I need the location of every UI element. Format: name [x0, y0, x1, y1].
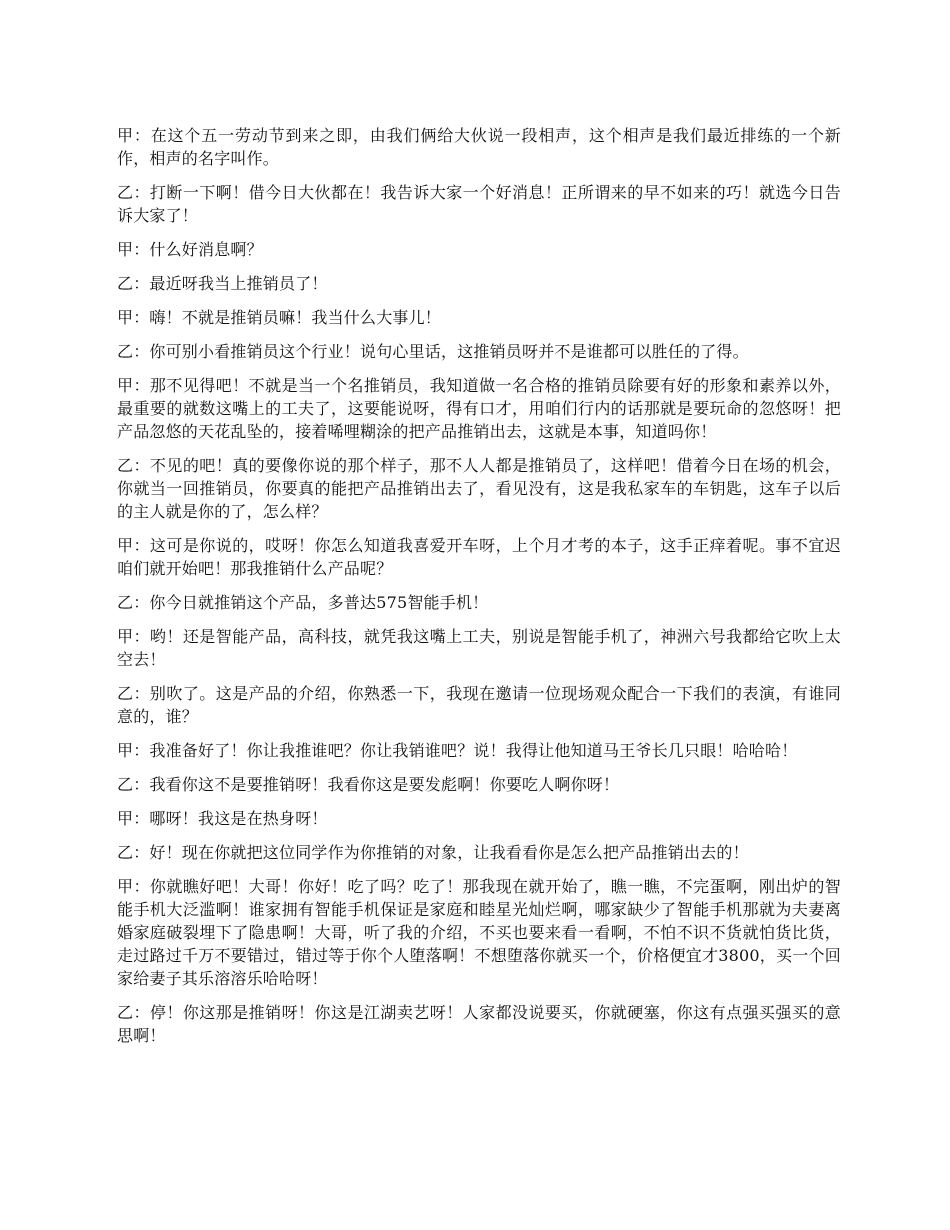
dialogue-paragraph-15: 甲：哪呀！我这是在热身呀！: [117, 809, 328, 828]
dialogue-paragraph-3: 甲：什么好消息啊？: [117, 240, 263, 259]
dialogue-paragraph-14: 乙：我看你这不是要推销呀！我看你这是要发彪啊！你要吃人啊你呀！: [117, 775, 620, 794]
dialogue-paragraph-1: 甲：在这个五一劳动节到来之即，由我们俩给大伙说一段相声，这个相声是我们最近排练的一个新作，相声的名字叫作。: [117, 126, 841, 168]
dialogue-paragraph-17: 甲：你就瞧好吧！大哥！你好！吃了吗？吃了！那我现在就开始了，瞧一瞧，不完蛋啊，刚出炉的智能手机大泛滥啊！谁家拥有智能手机保证是家庭和睦星光灿烂啊，哪家缺少了智能手机那就为夫妻离婚家庭破裂埋下了隐患啊！大哥，听了我的介绍，不买也要来看一看啊，不怕不识不货就怕货比货，走过路过千万不要错过，错过等于你个人堕落啊！不想堕落你就买一个，价格便宜才3800，买一个回家给妻子其乐溶溶乐哈哈呀！: [117, 877, 841, 988]
dialogue-paragraph-9: 甲：这可是你说的，哎呀！你怎么知道我喜爱开车呀，上个月才考的本子，这手正痒着呢。事不宜迟咱们就开始吧！那我推销什么产品呢？: [117, 536, 841, 578]
dialogue-paragraph-11: 甲：哟！还是智能产品，高科技，就凭我这嘴上工夫，别说是智能手机了，神洲六号我都给它吹上太空去！: [117, 627, 841, 669]
dialogue-paragraph-5: 甲：嗨！不就是推销员嘛！我当什么大事儿！: [117, 308, 442, 327]
dialogue-paragraph-8: 乙：不见的吧！真的要像你说的那个样子，那不人人都是推销员了，这样吧！借着今日在场的机会，你就当一回推销员，你要真的能把产品推销出去了，看见没有，这是我私家车的车钥匙，这车子以后的主人就是你的了，怎么样？: [117, 456, 841, 521]
dialogue-paragraph-6: 乙：你可别小看推销员这个行业！说句心里话，这推销员呀并不是谁都可以胜任的了得。: [117, 342, 749, 361]
dialogue-paragraph-12: 乙：别吹了。这是产品的介绍，你熟悉一下，我现在邀请一位现场观众配合一下我们的表演，有谁同意的，谁？: [117, 684, 841, 726]
dialogue-paragraph-10: 乙：你今日就推销这个产品，多普达575智能手机！: [117, 593, 489, 612]
dialogue-paragraph-13: 甲：我准备好了！你让我推谁吧？你让我销谁吧？说！我得让他知道马王爷长几只眼！哈哈哈！: [117, 741, 798, 760]
dialogue-paragraph-2: 乙：打断一下啊！借今日大伙都在！我告诉大家一个好消息！正所谓来的早不如来的巧！就选今日告诉大家了！: [117, 183, 841, 225]
dialogue-paragraph-16: 乙：好！现在你就把这位同学作为你推销的对象，让我看看你是怎么把产品推销出去的！: [117, 843, 749, 862]
dialogue-paragraph-7: 甲：那不见得吧！不就是当一个名推销员，我知道做一名合格的推销员除要有好的形象和素养以外，最重要的就数这嘴上的工夫了，这要能说呀，得有口才，用咱们行内的话那就是要玩命的忽悠呀！把产品忽悠的天花乱坠的，接着唏哩糊涂的把产品推销出去，这就是本事，知道吗你！: [117, 376, 841, 441]
dialogue-paragraph-18: 乙：停！你这那是推销呀！你这是江湖卖艺呀！人家都没说要买，你就硬塞，你这有点强买强买的意思啊！: [117, 1003, 841, 1045]
dialogue-paragraph-4: 乙：最近呀我当上推销员了！: [117, 274, 328, 293]
document-page: [117, 124, 841, 1058]
